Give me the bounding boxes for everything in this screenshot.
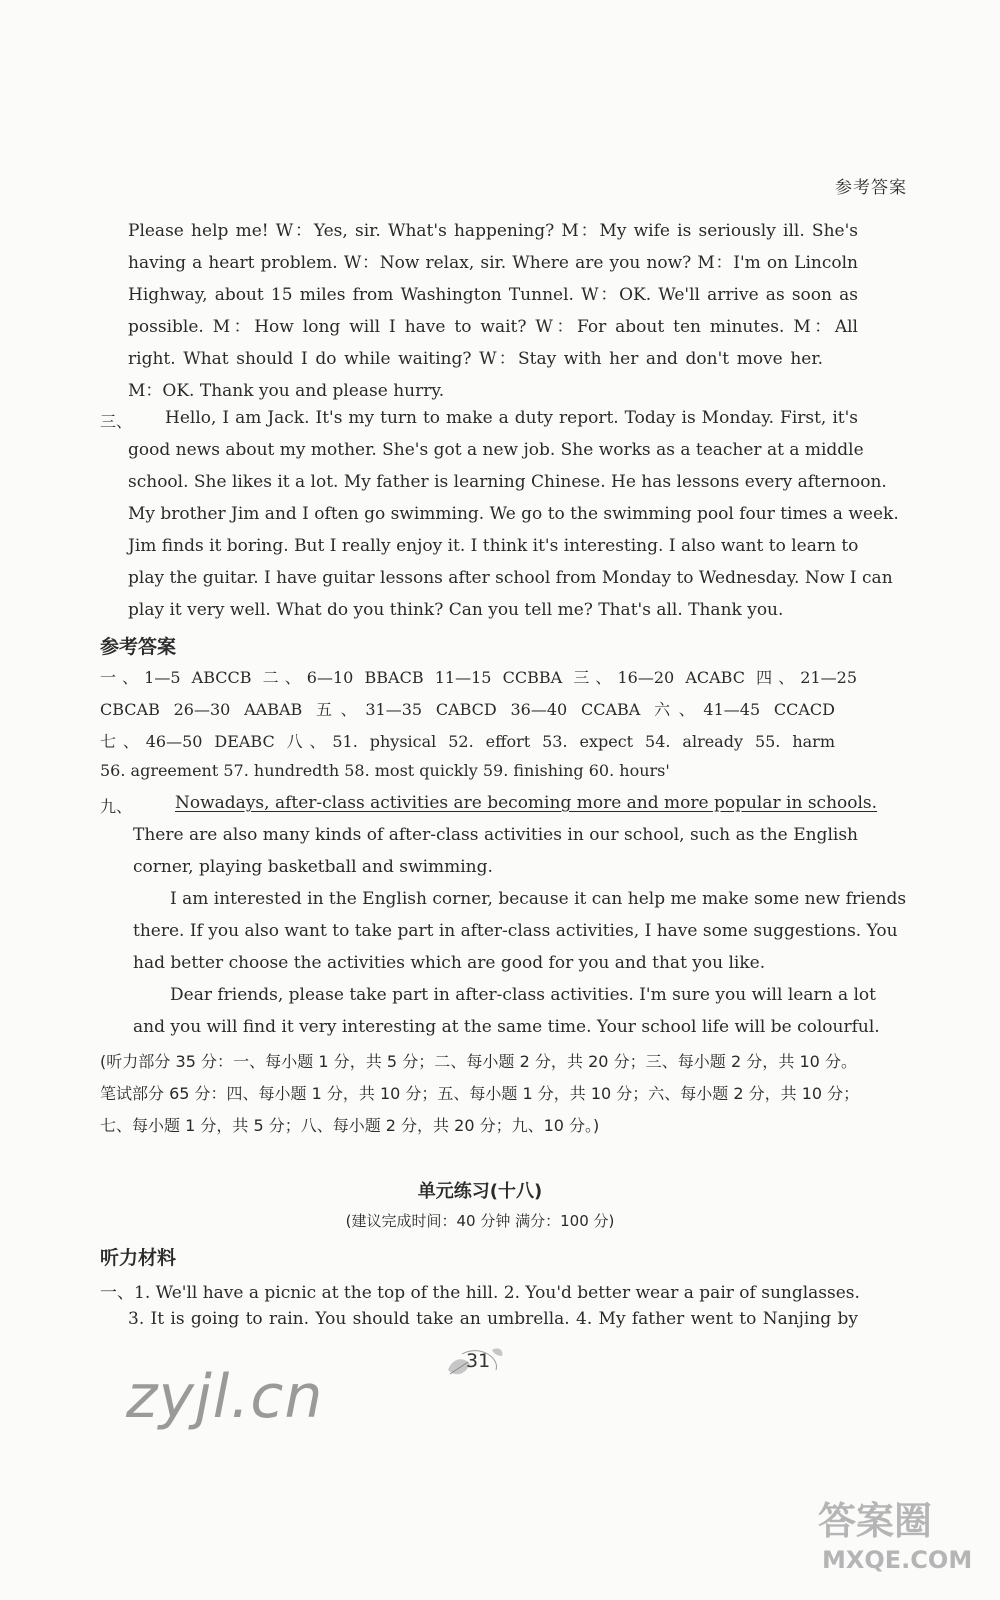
dialogue-line: M：OK. Thank you and please hurry. [128, 381, 445, 401]
answer-line: 七、46—50 DEABC 八、51. physical 52. effort 53. expect 54. already 55. harm [100, 732, 835, 751]
section-number: 三、 [100, 412, 133, 431]
essay-line: corner, playing basketball and swimming. [133, 857, 493, 877]
answer-line: 56. agreement 57. hundredth 58. most quickly 59. finishing 60. hours' [100, 761, 670, 780]
scoring-line: (听力部分 35 分：一、每小题 1 分，共 5 分；二、每小题 2 分，共 20 分；三、每小题 2 分，共 10 分。 [100, 1052, 857, 1071]
listening-line: 3. It is going to rain. You should take an umbrella. 4. My father went to Nanjing by [128, 1309, 858, 1329]
passage-line: school. She likes it a lot. My father is learning Chinese. He has lessons every afternoon. [128, 472, 887, 492]
essay-line: and you will find it very interesting at the same time. Your school life will be colourful. [133, 1017, 880, 1037]
watermark-right-top: 答案圈 [818, 1499, 933, 1543]
essay-line: I am interested in the English corner, because it can help me make some new friends [170, 889, 907, 909]
essay-line: Dear friends, please take part in after-class activities. I'm sure you will learn a lot [170, 985, 876, 1005]
unit-title: 单元练习(十八) [417, 1181, 543, 1202]
scoring-line: 笔试部分 65 分：四、每小题 1 分，共 10 分；五、每小题 1 分，共 10 分；六、每小题 2 分，共 10 分； [100, 1084, 860, 1103]
passage-line: good news about my mother. She's got a new job. She works as a teacher at a middle [128, 440, 864, 460]
dialogue-line: Please help me! W：Yes, sir. What's happening? M：My wife is seriously ill. She's [128, 221, 858, 241]
unit-subtitle: (建议完成时间：40 分钟 满分：100 分) [345, 1212, 615, 1230]
page-number-badge [440, 1340, 510, 1390]
scoring-line: 七、每小题 1 分，共 5 分；八、每小题 2 分，共 20 分；九、10 分。) [100, 1116, 600, 1135]
answer-line: 一、1—5 ABCCB 二、6—10 BBACB 11—15 CCBBA 三、16—20 ACABC 四、21—25 [100, 668, 857, 687]
essay-line: had better choose the activities which are good for you and that you like. [133, 953, 766, 973]
watermark-left: zyjl.cn [126, 1362, 324, 1432]
dialogue-line: possible. M：How long will I have to wait? W：For about ten minutes. M：All [128, 317, 858, 337]
dialogue-line: Highway, about 15 miles from Washington Tunnel. W：OK. We'll arrive as soon as [128, 285, 858, 305]
essay-line: there. If you also want to take part in after-class activities, I have some suggestions. You [133, 921, 898, 941]
passage-line: My brother Jim and I often go swimming. We go to the swimming pool four times a week. [128, 504, 899, 524]
dialogue-line: having a heart problem. W：Now relax, sir. Where are you now? M：I'm on Lincoln [128, 253, 858, 273]
watermark-right-bottom: MXQE.COM [822, 1546, 973, 1574]
section-number: 九、 [100, 797, 133, 816]
passage-line: Hello, I am Jack. It's my turn to make a duty report. Today is Monday. First, it's [165, 408, 858, 428]
listening-heading: 听力材料 [100, 1247, 177, 1269]
essay-line: There are also many kinds of after-class activities in our school, such as the English [133, 825, 858, 845]
listening-line: 一、1. We'll have a picnic at the top of the hill. 2. You'd better wear a pair of sunglasses. [100, 1283, 860, 1303]
page-number: 31 [466, 1350, 491, 1372]
dialogue-line: right. What should I do while waiting? W：Stay with her and don't move her. [128, 349, 823, 369]
answer-line: CBCAB 26—30 AABAB 五、31—35 CABCD 36—40 CCABA 六、41—45 CCACD [100, 700, 835, 719]
passage-line: play the guitar. I have guitar lessons after school from Monday to Wednesday. Now I can [128, 568, 893, 588]
essay-first-line: Nowadays, after-class activities are becoming more and more popular in schools. [175, 793, 878, 813]
passage-line: Jim finds it boring. But I really enjoy it. I think it's interesting. I also want to learn to [128, 536, 859, 556]
passage-line: play it very well. What do you think? Can you tell me? That's all. Thank you. [128, 600, 784, 620]
answers-heading: 参考答案 [100, 636, 177, 658]
running-header: 参考答案 [835, 178, 907, 198]
